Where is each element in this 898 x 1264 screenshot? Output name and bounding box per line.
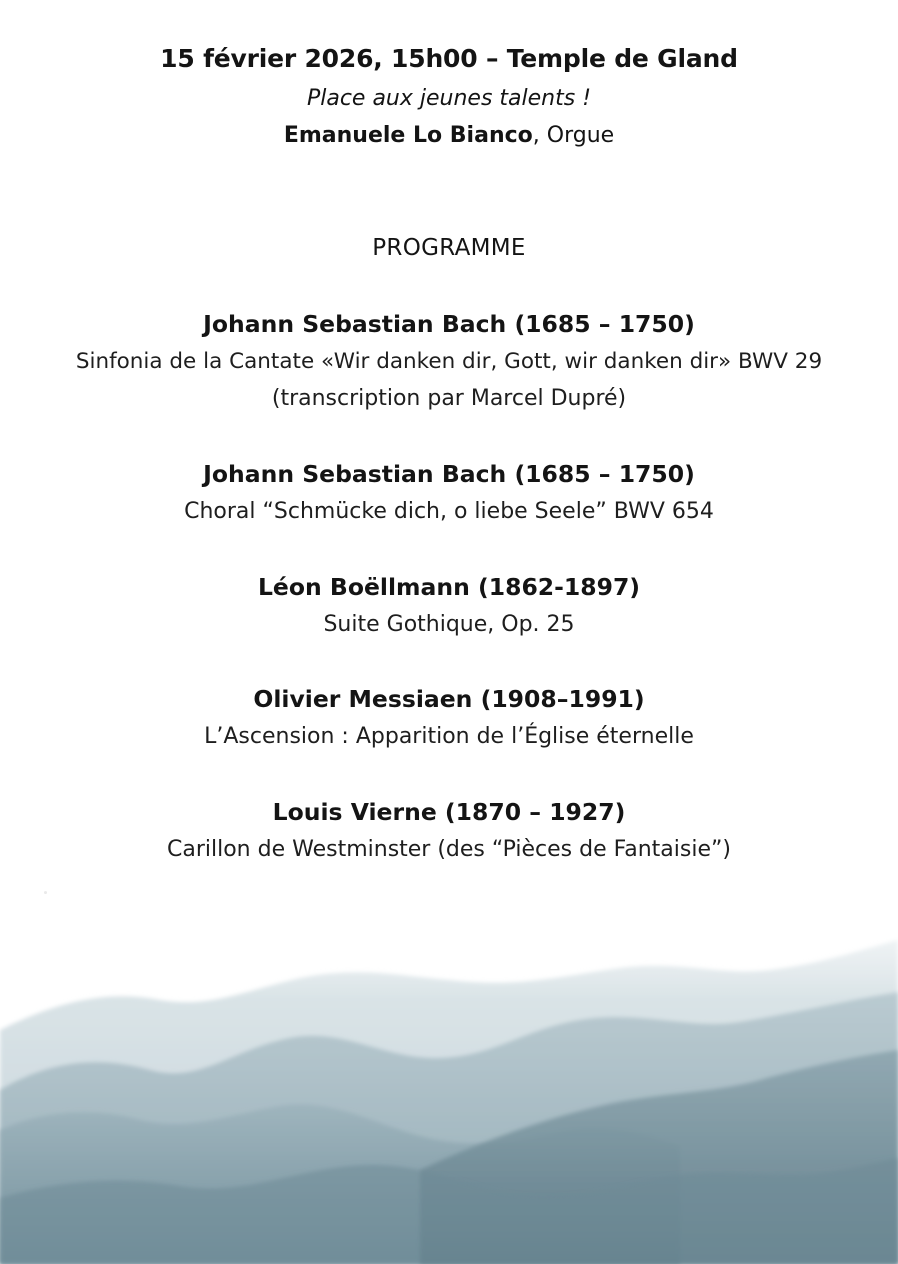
work-title: Suite Gothique, Op. 25 bbox=[323, 612, 575, 637]
concert-date-venue: 15 février 2026, 15h00 – Temple de Gland bbox=[160, 44, 738, 73]
work-title: Choral “Schmücke dich, o liebe Seele” BWV 654 bbox=[184, 499, 714, 524]
work-title: Carillon de Westminster (des “Pièces de Fantaisie”) bbox=[167, 837, 731, 862]
performer-line bbox=[0, 123, 898, 148]
watercolor-mountains-illustration bbox=[0, 880, 898, 1264]
composer-heading: Léon Boëllmann (1862-1897) bbox=[257, 573, 641, 601]
work-title: L’Ascension : Apparition de l’Église éternelle bbox=[204, 724, 694, 749]
work-note: (transcription par Marcel Dupré) bbox=[271, 386, 627, 411]
programme-heading: PROGRAMME bbox=[372, 235, 526, 261]
work-title: Sinfonia de la Cantate «Wir danken dir, Gott, wir danken dir» BWV 29 bbox=[75, 349, 823, 374]
composer-heading: Johann Sebastian Bach (1685 – 1750) bbox=[203, 310, 695, 338]
composer-heading: Louis Vierne (1870 – 1927) bbox=[272, 798, 626, 826]
concert-series-title: Place aux jeunes talents ! bbox=[306, 86, 592, 111]
composer-heading: Johann Sebastian Bach (1685 – 1750) bbox=[203, 460, 695, 488]
performer-name: Emanuele Lo Bianco bbox=[283, 123, 533, 148]
performer-instrument: , Orgue bbox=[532, 123, 615, 148]
composer-heading: Olivier Messiaen (1908–1991) bbox=[253, 685, 645, 713]
